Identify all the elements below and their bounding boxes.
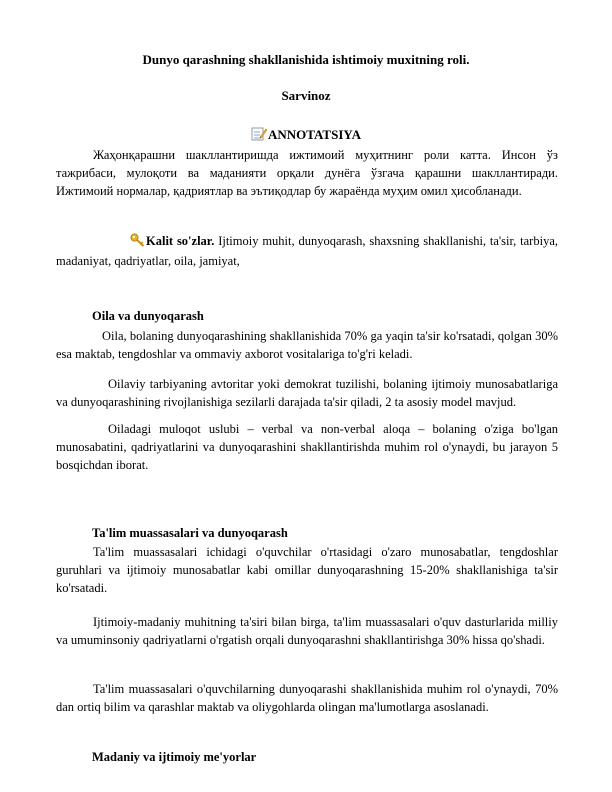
annotation-heading — [0, 126, 612, 145]
annotation-paragraph: Жаҳонқарашни шакллантиришда ижтимоий муҳитнинг роли катта. Инсон ўз тажрибаси, мулоқоти ва маданияти орқали дунёга ўзгача қарашни шакллантиради. Ижтимоий нормалар, қадриятлар ва эътиқодлар бу жараёнда муҳим омил ҳисобланади. — [56, 148, 558, 199]
document-title: Dunyo qarashning shakllanishida ishtimoiy muxitning roli. — [142, 52, 470, 67]
memo-pencil-icon — [251, 126, 267, 145]
author-name: Sarvinoz — [281, 88, 331, 103]
keywords-paragraph — [56, 232, 558, 270]
paragraph-family-influence: Oila, bolaning dunyoqarashining shakllanishida 70% ga yaqin ta'sir ko'rsatadi, qolgan 30% esa maktab, tengdoshlar va ommaviy axborot vositalariga to'g'ri keladi. — [56, 329, 558, 362]
paragraph-education-values: Ijtimoiy-madaniy muhitning ta'siri bilan birga, ta'lim muassasalari o'quv dasturlarida milliy va umuminsoniy qadriyatlarni o'rgatish orqali dunyoqarashni shakllantirishga 30% hissa qo'shadi. — [56, 615, 558, 648]
section-heading-norms: Madaniy va ijtimoiy me'yorlar — [92, 750, 257, 764]
paragraph-family-upbringing: Oilaviy tarbiyaning avtoritar yoki demokrat tuzilishi, bolaning ijtimoiy munosabatlariga va dunyoqarashining rivojlanishiga sezilarli darajada ta'sir qiladi, 2 ta asosiy model mavjud. — [56, 377, 558, 410]
section-heading-family: Oila va dunyoqarash — [92, 309, 204, 323]
section-heading-education: Ta'lim muassasalari va dunyoqarash — [92, 526, 288, 540]
annotation-heading-text: ANNOTATSIYA — [268, 127, 361, 142]
key-icon — [93, 233, 145, 252]
paragraph-family-communication: Oiladagi muloqot uslubi – verbal va non-verbal aloqa – bolaning o'ziga bo'lgan munosabatini, qadriyatlarini va dunyoqarashini shakllantirishda muhim rol o'ynaydi, bu jarayon 5 bosqichdan iborat. — [56, 422, 558, 473]
keywords-label: Kalit so'zlar. — [146, 234, 215, 248]
paragraph-education-knowledge: Ta'lim muassasalari o'quvchilarning dunyoqarashi shakllanishida muhim rol o'ynaydi, 70% dan ortiq bilim va qarashlar maktab va oliygohlarda olingan ma'lumotlarga asoslanadi. — [56, 682, 558, 715]
keywords-text: Ijtimoiy muhit, dunyoqarash, shaxsning shakllanishi, ta'sir, tarbiya, madaniyat, qadriyatlar, oila, jamiyat, — [56, 234, 558, 269]
paragraph-education-relations: Ta'lim muassasalari ichidagi o'quvchilar o'rtasidagi o'zaro munosabatlar, tengdoshlar guruhlari va ijtimoiy munosabatlar kabi omillar dunyoqarashning 15-20% shakllanishiga ta'sir ko'rsatadi. — [56, 545, 558, 596]
